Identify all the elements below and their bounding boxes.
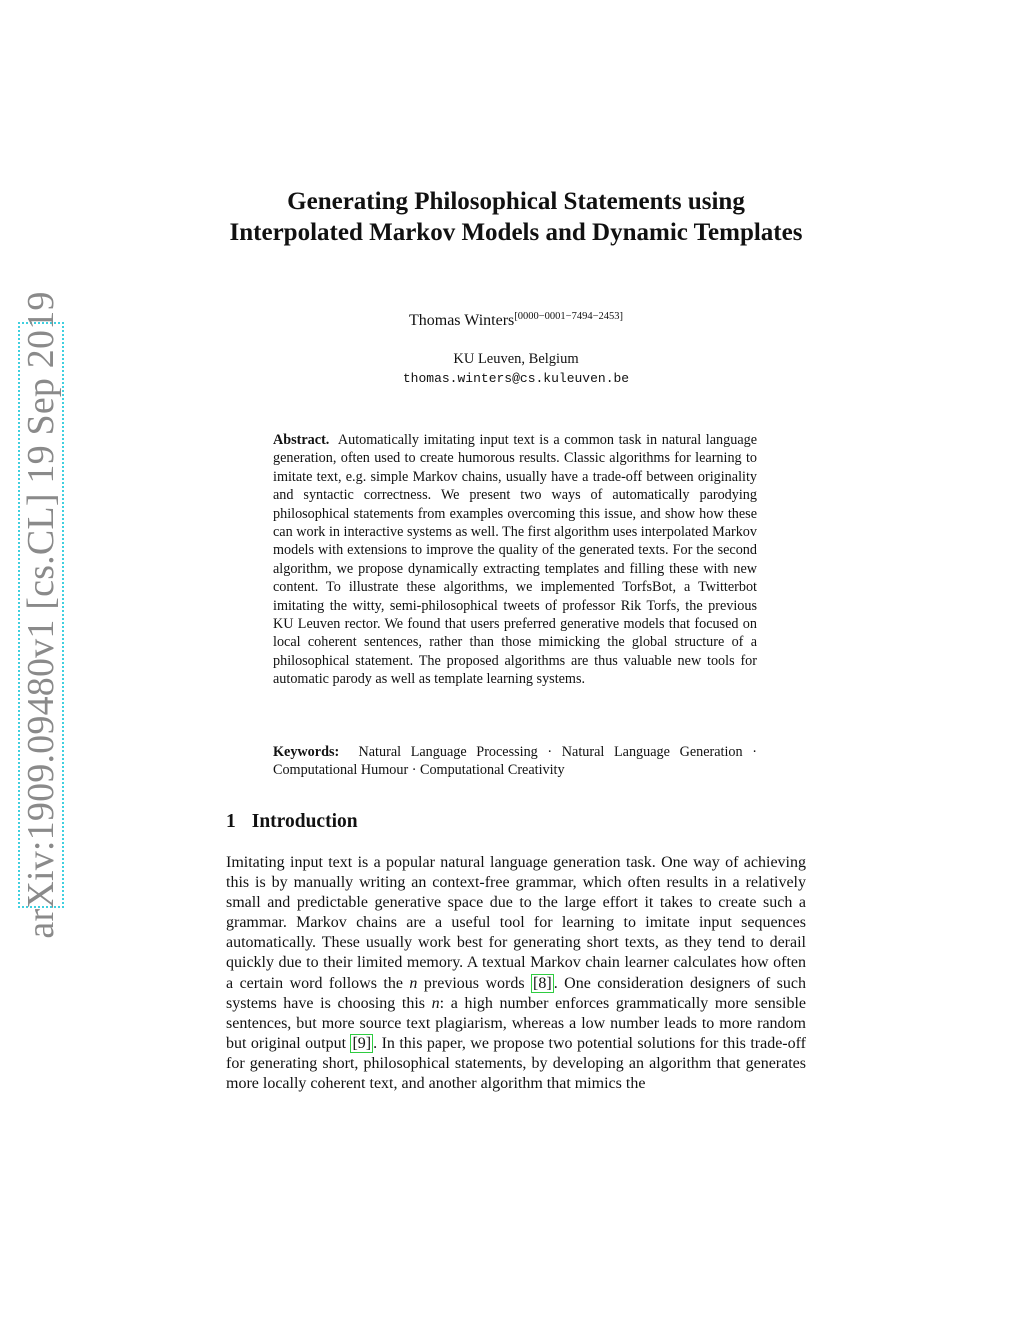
keywords-text: Natural Language Processing · Natural Language Generation · Computational Humour · Computational Creativity [273, 744, 757, 779]
introduction-paragraph [226, 853, 806, 1094]
author-email[interactable]: thomas.winters@cs.kuleuven.be [402, 371, 630, 386]
abstract [273, 431, 757, 689]
author-name: Thomas Winters [408, 312, 515, 329]
affiliation: KU Leuven, Belgium [453, 351, 579, 367]
abstract-text: Automatically imitating input text is a common task in natural language generation, often used to create humorous results. Classic algorithms for learning to imitate text, e.g. simple Markov chains, usually have a trade-off between originality and syntactic correctness. We present two ways of automatically parodying philosophical statements from examples overcoming this issue, and show how these can work in interactive systems as well. The first algorithm uses interpolated Markov models with extensions to improve the quality of the generated texts. For the second algorithm, we propose dynamically extracting templates and filling these with new content. To illustrate these algorithms, we implemented TorfsBot, a Twitterbot imitating the witty, semi-philosophical tweets of professor Rik Torfs, the previous KU Leuven rector. We found that users preferred generative models that focused on local coherent sentences, rather than those mimicking the global structure of a philosophical statement. The proposed algorithms are thus valuable new tools for automatic parody as well as template learning systems. [273, 432, 758, 688]
author-orcid[interactable]: [0000−0001−7494−2453] [514, 311, 624, 322]
intro-text-5: . In this paper, we propose two potential solutions for this trade-off for generating short, philosophical statements, by developing an algorithm that generates more locally coherent text, and another algorithm that mimics the [226, 1034, 806, 1093]
variable-n: n [409, 974, 418, 992]
intro-text-2: previous words [417, 974, 532, 992]
variable-n: n [431, 994, 440, 1012]
keywords-label: Keywords: [273, 744, 340, 760]
section-number: 1 [226, 811, 236, 832]
keywords [273, 743, 757, 780]
paper-title: Generating Philosophical Statements using Interpolated Markov Models and Dynamic Templates [229, 188, 803, 246]
citation-9[interactable]: [9] [352, 1034, 372, 1052]
intro-text-4: : a high number enforces grammatically more sensible sentences, but more source text plagiarism, whereas a low number leads to more random but original output [226, 994, 806, 1052]
arxiv-stamp[interactable] [18, 291, 64, 939]
section-heading-introduction [226, 811, 358, 833]
intro-text-3: . One consideration designers of such systems have is choosing this [226, 974, 806, 1012]
abstract-label: Abstract. [273, 432, 330, 448]
section-title: Introduction [251, 811, 358, 832]
citation-8[interactable]: [8] [533, 974, 552, 992]
author-line [226, 312, 806, 330]
intro-text-1: Imitating input text is a popular natural language generation task. One way of achieving this is by manually writing an context-free grammar, which often results in a relatively small and predictable generative space due to the large effort it takes to create such a grammar. Markov chains are a useful tool for learning to imitate input sequences automatically. These usually work best for generating short texts, as they tend to derail quickly due to their limited memory. A textual Markov chain learner calculates how often a certain word follows the [226, 854, 806, 992]
arxiv-id: arXiv:1909.09480v1 [cs.CL] 19 Sep 2019 [20, 291, 62, 939]
affiliation-block [226, 350, 806, 388]
